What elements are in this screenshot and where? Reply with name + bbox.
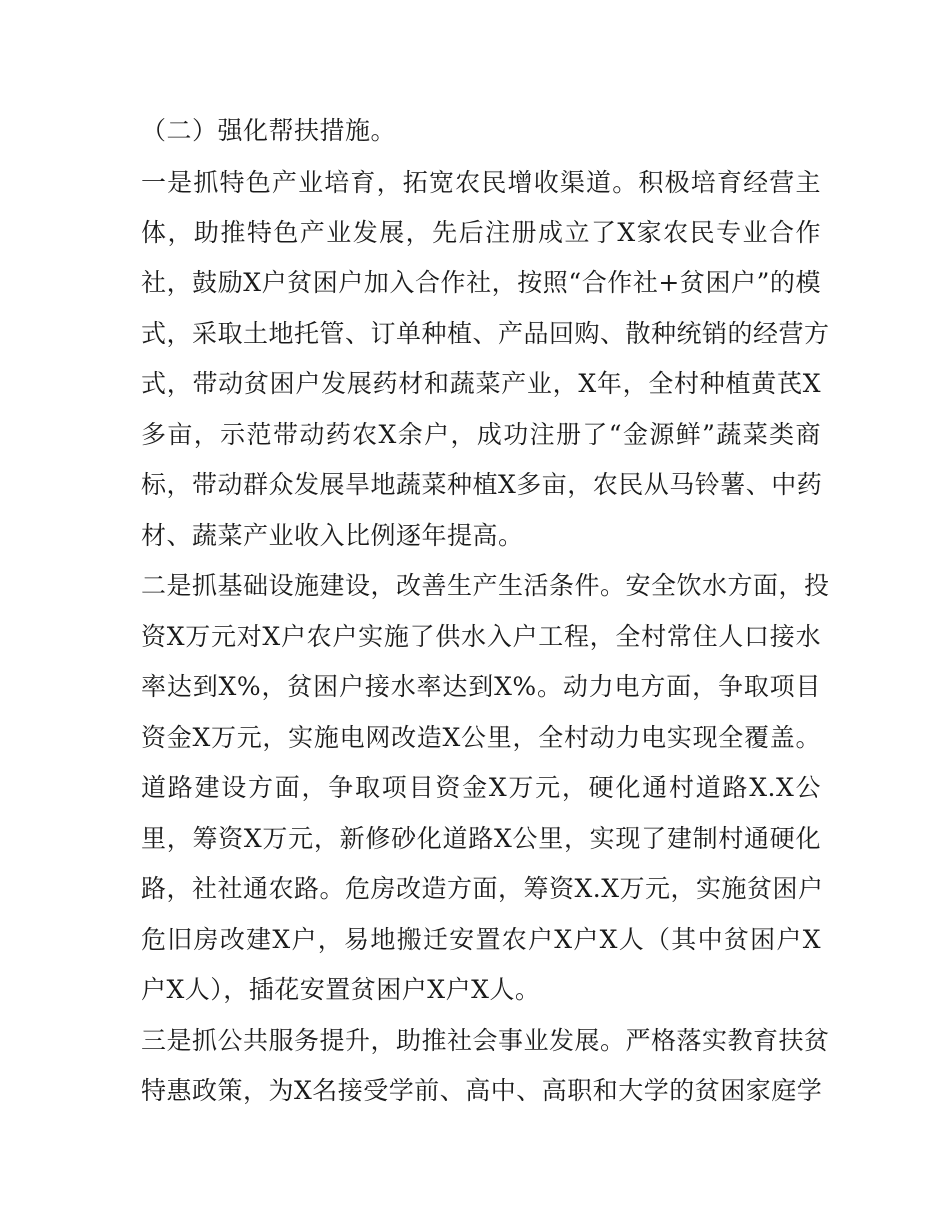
paragraph-line: 式，采取土地托管、订单种植、产品回购、散种统销的经营方 (141, 319, 830, 348)
paragraph-line: 式，带动贫困户发展药材和蔬菜产业，X年，全村种植黄芪X (141, 369, 821, 398)
paragraph-line: 材、蔬菜产业收入比例逐年提高。 (141, 521, 524, 550)
paragraph-line: 体，助推特色产业发展，先后注册成立了X家农民专业合作 (141, 218, 821, 247)
heading-line: （二）强化帮扶措施。 (141, 116, 397, 145)
paragraph-line: 标，带动群众发展旱地蔬菜种植X多亩，农民从马铃薯、中药 (141, 470, 823, 499)
paragraph-line: 一是抓特色产业培育，拓宽农民增收渠道。积极培育经营主 (141, 168, 821, 197)
paragraph-line: 多亩，示范带动药农X余户，成功注册了“金源鲜”蔬菜类商 (141, 420, 821, 449)
paragraph-line: 道路建设方面，争取项目资金X万元，硬化通村道路X.X公 (141, 773, 821, 802)
paragraph-line: 三是抓公共服务提升，助推社会事业发展。严格落实教育扶贫 (141, 1026, 830, 1055)
paragraph-line: 二是抓基础设施建设，改善生产生活条件。安全饮水方面，投 (141, 571, 830, 600)
paragraph-line: 社，鼓励X户贫困户加入合作社，按照“合作社+贫困户”的模 (141, 268, 821, 297)
paragraph-line: 户X人），插花安置贫困户X户X人。 (141, 975, 541, 1004)
paragraph-line: 路，社社通农路。危房改造方面，筹资X.X万元，实施贫困户 (141, 874, 824, 903)
paragraph-line: 特惠政策，为X名接受学前、高中、高职和大学的贫困家庭学 (141, 1076, 823, 1105)
paragraph-line: 危旧房改建X户，易地搬迁安置农户X户X人（其中贫困户X (141, 925, 821, 954)
paragraph-line: 资X万元对X户农户实施了供水入户工程，全村常住人口接水 (141, 622, 821, 651)
paragraph-line: 里，筹资X万元，新修砂化道路X公里，实现了建制村通硬化 (141, 824, 821, 853)
paragraph-line: 率达到X%，贫困户接水率达到X%。动力电方面，争取项目 (141, 672, 821, 701)
paragraph-line: 资金X万元，实施电网改造X公里，全村动力电实现全覆盖。 (141, 723, 821, 752)
